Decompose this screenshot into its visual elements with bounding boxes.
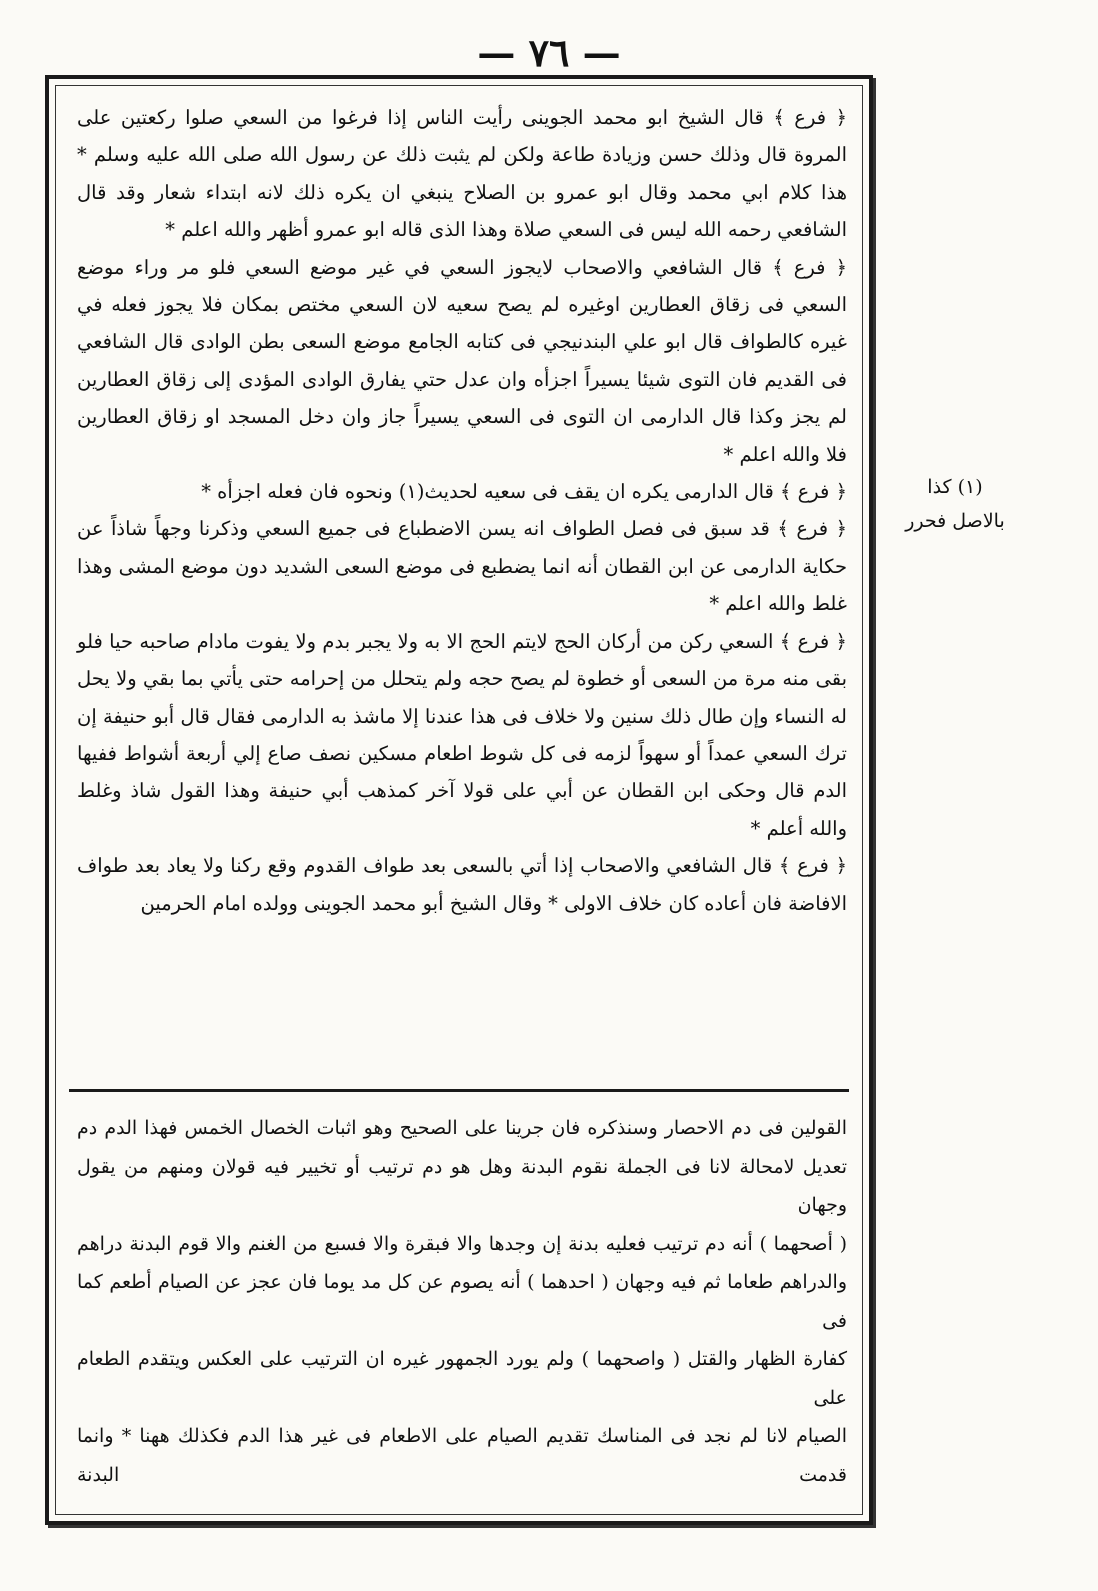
commentary-line: الصيام لانا لم نجد فى المناسك تقديم الصيام على الاطعام فى غير هذا الدم فكذلك ههنا * وانما قدمت البدنة [77, 1425, 847, 1486]
main-text-body [77, 99, 847, 922]
page-number: — ٧٦ — [477, 30, 621, 75]
lower-commentary [77, 1109, 847, 1494]
paragraph-3: ﴿ فرع ﴾ قال الدارمى يكره ان يقف فى سعيه لحديث(١) ونحوه فان فعله اجزأه * [201, 480, 847, 504]
commentary-line: القولين فى دم الاحصار وسنذكره فان جرينا على الصحيح وهو اثبات الخصال الخمس فهذا الدم دم [77, 1117, 847, 1139]
commentary-line: كفارة الظهار والقتل ( واصحهما ) ولم يورد الجمهور غيره ان الترتيب على العكس ويتقدم الطعام على [77, 1348, 847, 1409]
paragraph-4: ﴿ فرع ﴾ قد سبق فى فصل الطواف انه يسن الاضطباع فى جميع السعي وذكرنا وجهاً شاذاً عن حكاية الدارمى عن ابن القطان أنه انما يضطبع فى موضع السعى الشديد دون موضع المشى وهذا غلط والله اعلم * [77, 517, 847, 616]
margin-note-line: (١) كذا [927, 476, 983, 498]
paragraph-2: ﴿ فرع ﴾ قال الشافعي والاصحاب لايجوز السعي في غير موضع السعي فلو مر وراء موضع السعي فى زقاق العطارين اوغيره لم يصح سعيه لان السعي مختص بمكان فلا يجوز فعله في غيره كالطواف قال ابو علي البندنيجي فى كتابه الجامع موضع السعى بطن الوادى قال الشافعي فى القديم فان التوى شيئا يسيراً اجزأه وان عدل حتي يفارق الوادى المؤدى إلى زقاق العطارين لم يجز وكذا قال الدارمى ان التوى فى السعي يسيراً جاز وان دخل المسجد او زقاق العطارين فلا والله اعلم * [77, 255, 848, 466]
commentary-line: والدراهم طعاما ثم فيه وجهان ( احدهما ) أنه يصوم عن كل مد يوما فان عجز عن الصيام أطعم كما فى [77, 1271, 847, 1332]
commentary-line: ( أصحهما ) أنه دم ترتيب فعليه بدنة إن وجدها والا فبقرة والا فسبع من الغنم والا قوم البدنة دراهم [77, 1232, 847, 1255]
margin-note-line: بالاصل فحرر [905, 510, 1005, 532]
paragraph-1: ﴿ فرع ﴾ قال الشيخ ابو محمد الجوينى رأيت الناس إذا فرغوا من السعي صلوا ركعتين على المروة قال وذلك حسن وزيادة طاعة ولكن لم يثبت ذلك عن رسول الله صلى الله عليه وسلم * هذا كلام ابي محمد وقال ابو عمرو بن الصلاح ينبغي ان يكره ذلك لانه ابتداء شعار وقد قال الشافعي رحمه الله ليس فى السعي صلاة وهذا الذى قاله ابو عمرو أظهر والله اعلم * [77, 106, 847, 242]
paragraph-6: ﴿ فرع ﴾ قال الشافعي والاصحاب إذا أتي بالسعى بعد طواف القدوم وقع ركنا ولا يعاد بعد طواف الافاضة فان أعاده كان خلاف الاولى * وقال الشيخ أبو محمد الجوينى وولده امام الحرمين [77, 854, 847, 915]
page-frame [45, 75, 873, 1525]
margin-footnote [885, 470, 1025, 538]
section-divider [69, 1089, 849, 1092]
commentary-line: تعديل لامحالة لانا فى الجملة نقوم البدنة وهل هو دم ترتيب أو تخيير فيه قولان ومنهم من يقول وجهان [77, 1155, 847, 1216]
paragraph-5: ﴿ فرع ﴾ السعي ركن من أركان الحج لايتم الحج الا به ولا يجبر بدم ولا يفوت مادام صاحبه حيا فلو بقى منه مرة من السعى أو خطوة لم يصح حجه ولم يتحلل من إحرامه حتى يأتي بما بقي ولا يحل له النساء وإن طال ذلك سنين ولا خلاف فى هذا عندنا إلا ماشذ به الدارمى فقال قال أبو حنيفة إن ترك السعي عمداً أو سهواً لزمه فى كل شوط اطعام مسكين نصف صاع إلي أربعة أشواط ففيها الدم قال وحكى ابن القطان عن أبي على قولا آخر كمذهب أبي حنيفة وهذا القول شاذ وغلط والله أعلم * [77, 629, 847, 840]
